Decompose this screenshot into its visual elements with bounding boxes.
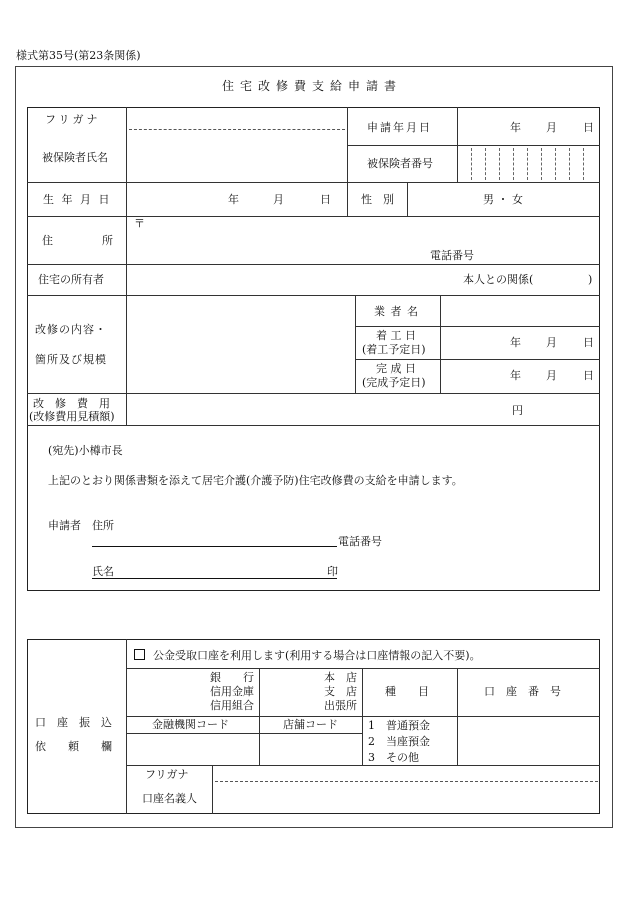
- account-number-label: 口 座 番 号: [484, 685, 561, 698]
- holder-name-label: 口座名義人: [142, 792, 197, 805]
- account-number-field[interactable]: [459, 718, 598, 764]
- insured-number-field[interactable]: [458, 145, 599, 181]
- applicant-phone-label: 電話番号: [338, 535, 382, 548]
- start-label-1: 着 工 日: [376, 329, 416, 342]
- applicant-name-line[interactable]: [92, 578, 337, 579]
- applicant-address-line[interactable]: [92, 546, 337, 547]
- apply-day-unit: 日: [583, 121, 594, 134]
- public-account-checkbox[interactable]: [134, 649, 145, 660]
- phone-field[interactable]: [480, 248, 596, 262]
- furigana-input-line[interactable]: [129, 129, 345, 130]
- phone-label: 電話番号: [430, 249, 474, 262]
- start-day-unit: 日: [583, 336, 594, 349]
- contractor-field[interactable]: [442, 297, 598, 325]
- account-type-2[interactable]: 2 当座預金: [368, 735, 430, 748]
- branch-code-field[interactable]: [261, 735, 361, 763]
- finish-year-unit: 年: [510, 369, 521, 382]
- branch-type-3: 出張所: [324, 699, 357, 712]
- form-code: 様式第35号(第23条関係): [16, 49, 141, 62]
- account-type-3[interactable]: 3 その他: [368, 751, 419, 764]
- owner-field[interactable]: [128, 266, 458, 293]
- dob-year-unit: 年: [228, 193, 239, 206]
- bank-type-3: 信用組合: [210, 699, 254, 712]
- holder-furigana-label: フリガナ: [145, 768, 189, 781]
- bank-code-label: 金融機関コード: [152, 718, 229, 731]
- apply-year-unit: 年: [510, 121, 521, 134]
- address-label-1: 住: [42, 234, 53, 247]
- public-account-text: 公金受取口座を利用します(利用する場合は口座情報の記入不要)。: [153, 649, 481, 662]
- owner-label: 住宅の所有者: [38, 273, 104, 286]
- holder-name-field[interactable]: [215, 784, 598, 812]
- insured-name-field[interactable]: [128, 132, 345, 180]
- renovation-label-1: 改修の内容・: [35, 323, 107, 336]
- renovation-field[interactable]: [128, 297, 353, 391]
- account-type-1[interactable]: 1 普通預金: [368, 719, 430, 732]
- public-account-option[interactable]: [134, 649, 481, 661]
- transfer-label-2: 依 頼 欄: [35, 740, 112, 753]
- start-label-2: (着工予定日): [362, 343, 426, 356]
- dob-day-unit: 日: [320, 193, 331, 206]
- relation-label: 本人との関係(: [463, 273, 534, 286]
- relation-close: ): [588, 273, 593, 286]
- postal-mark: 〒: [134, 217, 145, 230]
- sex-options[interactable]: 男 ・ 女: [483, 193, 523, 206]
- cost-field[interactable]: [128, 395, 508, 423]
- apply-date-label: 申請年月日: [367, 121, 432, 134]
- finish-label-2: (完成予定日): [362, 376, 426, 389]
- branch-type-2: 支 店: [324, 685, 357, 698]
- branch-code-label: 店舗コード: [283, 718, 338, 731]
- start-year-unit: 年: [510, 336, 521, 349]
- addressee: (宛先)小樽市長: [48, 444, 123, 457]
- branch-type-1: 本 店: [324, 671, 357, 684]
- sex-label: 性 別: [361, 193, 394, 206]
- insured-number-label: 被保険者番号: [367, 157, 433, 170]
- applicant-name-label: 氏名: [92, 565, 114, 578]
- bank-type-2: 信用金庫: [210, 685, 254, 698]
- start-month-unit: 月: [546, 336, 557, 349]
- finish-label-1: 完 成 日: [376, 362, 416, 375]
- holder-furigana-line[interactable]: [215, 781, 598, 782]
- address-label-2: 所: [102, 234, 113, 247]
- address-field[interactable]: [146, 218, 596, 246]
- applicant-label: 申請者: [48, 519, 81, 532]
- dob-label: 生 年 月 日: [43, 193, 112, 206]
- bank-code-field[interactable]: [128, 735, 258, 763]
- application-statement: 上記のとおり関係書類を添えて居宅介護(介護予防)住宅改修費の支給を申請します。: [48, 474, 463, 487]
- bank-type-1: 銀 行: [210, 671, 254, 684]
- cost-label-1: 改 修 費 用: [33, 397, 110, 410]
- renovation-label-2: 箇所及び規模: [35, 353, 107, 366]
- insured-name-label: 被保険者氏名: [42, 151, 108, 164]
- yen-unit: 円: [512, 404, 523, 417]
- form-title: 住宅改修費支給申請書: [222, 79, 403, 93]
- contractor-label: 業 者 名: [374, 305, 419, 318]
- cost-label-2: (改修費用見積額): [29, 410, 115, 423]
- account-type-label: 種 目: [385, 685, 429, 698]
- finish-day-unit: 日: [583, 369, 594, 382]
- apply-month-unit: 月: [546, 121, 557, 134]
- dob-month-unit: 月: [273, 193, 284, 206]
- finish-month-unit: 月: [546, 369, 557, 382]
- transfer-label-1: 口 座 振 込: [35, 716, 112, 729]
- seal-mark: 印: [327, 565, 338, 578]
- furigana-label: フリガナ: [45, 113, 101, 126]
- applicant-address-label: 住所: [92, 519, 114, 532]
